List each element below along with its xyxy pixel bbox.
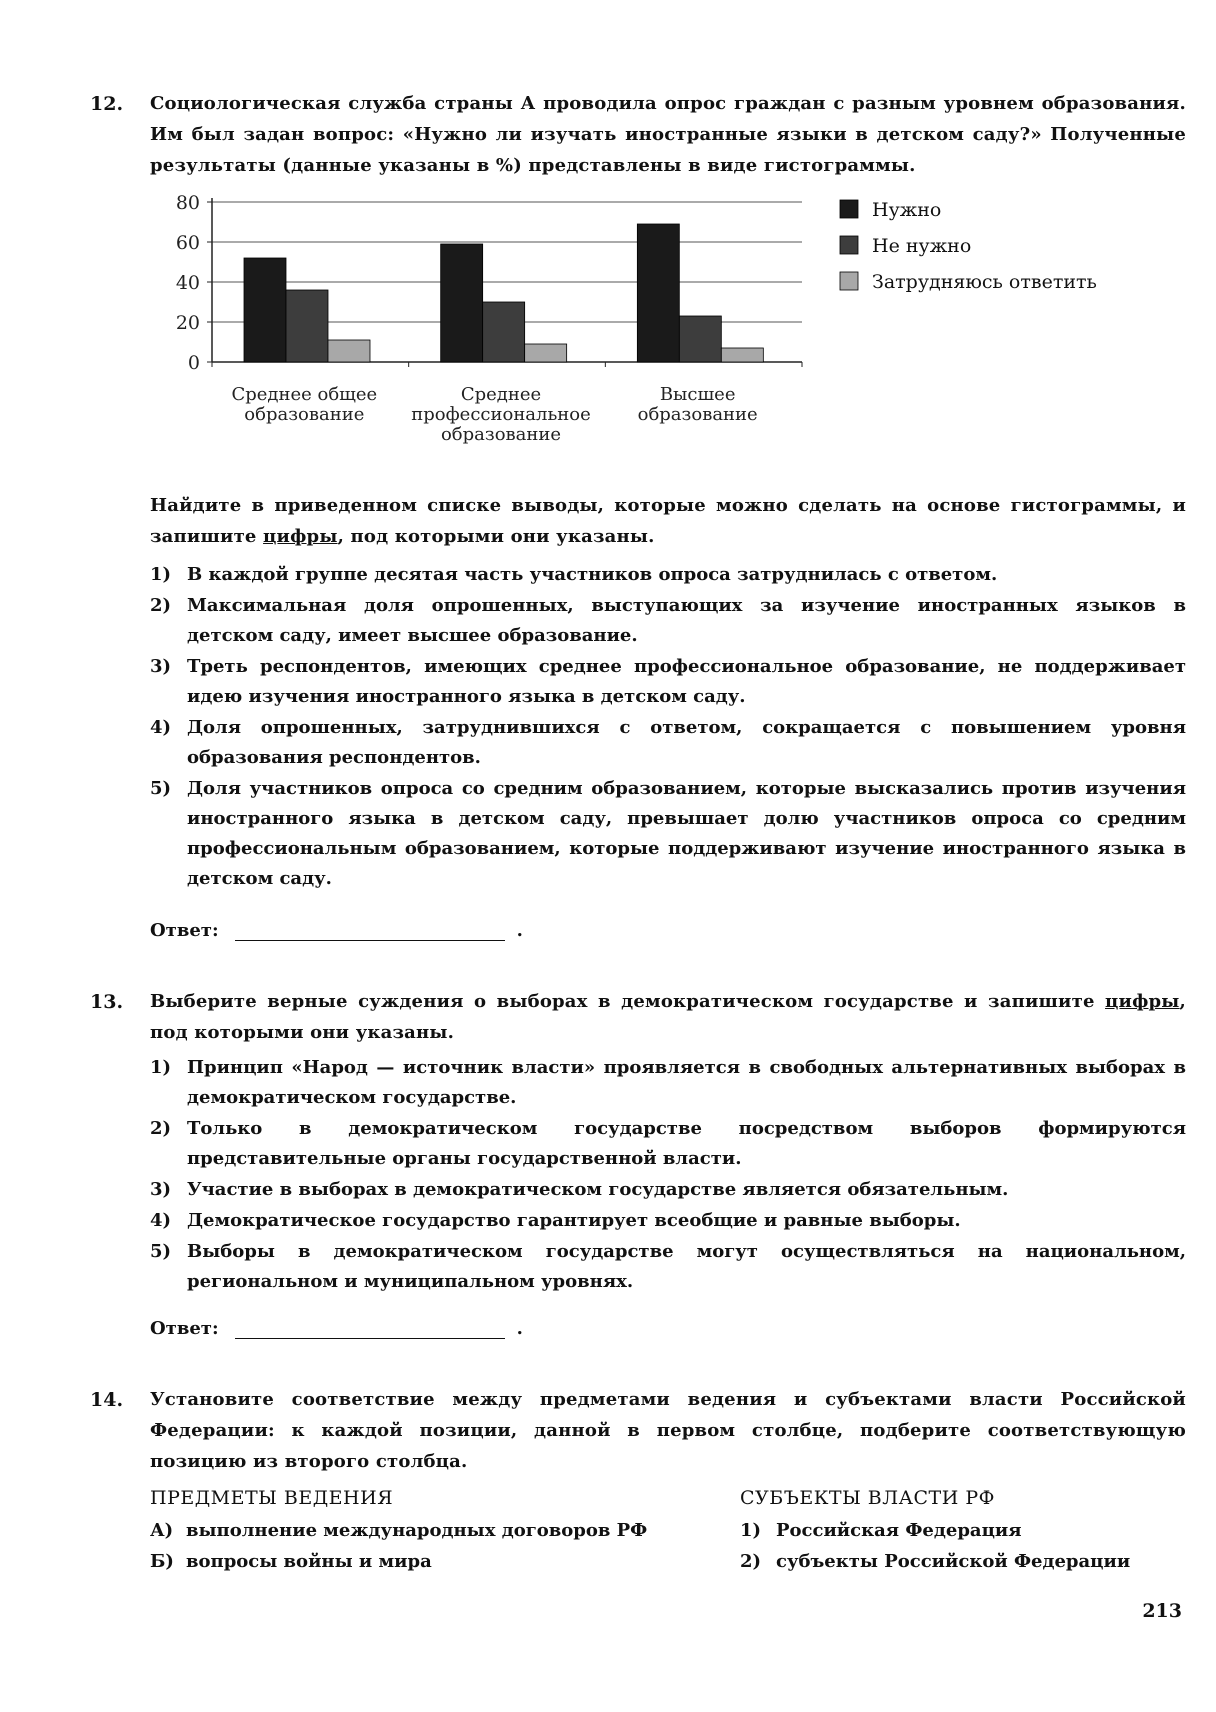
question-13-intro (150, 986, 1186, 1048)
legend-label: Затрудняюсь ответить (872, 271, 1097, 293)
option-item (150, 1206, 1186, 1236)
bar-Затрудняюсь ответить (525, 344, 567, 362)
option-text: Выборы в демократическом государстве могут осуществляться на национальном, региональном и муниципальном уровнях. (187, 1241, 1186, 1292)
item-num: 2) (740, 1551, 762, 1572)
option-number: 3) (150, 1179, 172, 1200)
question-12-number: 12. (90, 93, 124, 115)
answer-dot: . (516, 920, 523, 941)
bar-Не нужно (679, 316, 721, 362)
q13-intro-digits: цифры (1105, 991, 1180, 1012)
bar-Нужно (441, 244, 483, 362)
option-number: 1) (150, 1057, 172, 1078)
option-item (150, 713, 1186, 773)
answer-label: Ответ: (150, 1318, 219, 1339)
option-text: В каждой группе десятая часть участников опроса затруднилась с ответом. (187, 564, 998, 585)
left-column-heading: ПРЕДМЕТЫ ВЕДЕНИЯ (150, 1487, 394, 1509)
q13-intro-post: , под которыми они указаны. (150, 991, 1186, 1043)
y-tick-label: 0 (187, 352, 200, 374)
y-tick-label: 20 (175, 312, 200, 334)
question-14-number: 14. (90, 1389, 124, 1411)
item-num: А) (150, 1520, 174, 1541)
bar-Затрудняюсь ответить (328, 340, 370, 362)
option-number: 4) (150, 1210, 172, 1231)
task-text-post: , под которыми они указаны. (337, 526, 655, 547)
legend-swatch (840, 200, 858, 218)
question-12-intro: Социологическая служба страны А проводила опрос граждан с разным уровнем образования. Им был задан вопрос: «Нужно ли изучать иностранные языки в детском саду?» Полученные результаты (данные указаны в %) представлены в виде гистограммы. (150, 93, 1186, 176)
legend-label: Нужно (872, 199, 942, 221)
item-text: Российская Федерация (776, 1520, 1022, 1541)
bar-Нужно (244, 258, 286, 362)
y-tick-label: 80 (175, 192, 200, 214)
option-number: 3) (150, 656, 172, 677)
q13-intro-pre: Выберите верные суждения о выборах в демократическом государстве и запишите (150, 991, 1106, 1012)
task-text-pre: Найдите в приведенном списке выводы, которые можно сделать на основе гистограммы, и запишите (150, 495, 1186, 547)
y-tick-label: 40 (175, 272, 200, 294)
item-text: субъекты Российской Федерации (776, 1551, 1131, 1572)
y-tick-label: 60 (175, 232, 200, 254)
item-text: выполнение международных договоров РФ (186, 1520, 648, 1541)
option-text: Демократическое государство гарантирует всеобщие и равные выборы. (187, 1210, 961, 1231)
question-13-options (150, 1053, 1186, 1298)
bar-Нужно (637, 224, 679, 362)
category-label: образование (244, 404, 365, 425)
answer-dot: . (516, 1318, 523, 1339)
option-number: 4) (150, 717, 172, 738)
option-number: 5) (150, 778, 172, 799)
legend-swatch (840, 272, 858, 290)
right-item-1 (740, 1520, 1022, 1541)
answer-label: Ответ: (150, 920, 219, 941)
option-text: Максимальная доля опрошенных, выступающих за изучение иностранных языков в детском саду, имеет высшее образование. (187, 595, 1186, 646)
question-12-options (150, 560, 1186, 895)
item-num: 1) (740, 1520, 762, 1541)
option-item (150, 774, 1186, 894)
legend-label: Не нужно (872, 235, 972, 257)
option-item (150, 1237, 1186, 1297)
option-number: 2) (150, 1118, 172, 1139)
option-item (150, 591, 1186, 651)
question-12-task (150, 490, 1186, 552)
category-label: профессиональное (411, 404, 591, 425)
option-item (150, 1053, 1186, 1113)
answer-line[interactable] (235, 1320, 505, 1339)
option-text: Только в демократическом государстве посредством выборов формируются представительные органы государственной власти. (187, 1118, 1186, 1169)
option-number: 2) (150, 595, 172, 616)
option-item (150, 1175, 1186, 1205)
question-12-answer (150, 920, 523, 941)
right-item-2 (740, 1551, 1130, 1572)
option-text: Доля участников опроса со средним образованием, которые высказались против изучения иностранного языка в детском саду, превышает долю участников опроса со средним профессиональным образованием, которые поддерживают изучение иностранного языка в детском саду. (187, 778, 1186, 889)
item-num: Б) (150, 1551, 174, 1572)
option-item (150, 1114, 1186, 1174)
category-label: Среднее общее (231, 384, 378, 405)
category-label: образование (637, 404, 758, 425)
right-column-heading: СУБЪЕКТЫ ВЛАСТИ РФ (740, 1487, 995, 1509)
task-text-digits: цифры (263, 526, 338, 547)
bar-Не нужно (286, 290, 328, 362)
question-13-number: 13. (90, 991, 124, 1013)
option-text: Треть респондентов, имеющих среднее профессиональное образование, не поддерживает идею изучения иностранного языка в детском саду. (187, 656, 1186, 707)
left-item-a (150, 1520, 647, 1541)
option-text: Доля опрошенных, затруднившихся с ответом, сокращается с повышением уровня образования респондентов. (187, 717, 1186, 768)
answer-line[interactable] (235, 922, 505, 941)
histogram-chart (150, 190, 1110, 470)
bar-Не нужно (483, 302, 525, 362)
page-number: 213 (1142, 1600, 1182, 1622)
item-text: вопросы войны и мира (186, 1551, 432, 1572)
option-number: 5) (150, 1241, 172, 1262)
option-text: Участие в выборах в демократическом государстве является обязательным. (187, 1179, 1009, 1200)
option-text: Принцип «Народ — источник власти» проявляется в свободных альтернативных выборах в демократическом государстве. (187, 1057, 1186, 1108)
option-item (150, 560, 1186, 590)
option-item (150, 652, 1186, 712)
category-label: Среднее (460, 384, 542, 405)
question-14-intro: Установите соответствие между предметами ведения и субъектами власти Российской Федерации: к каждой позиции, данной в первом столбце, подберите соответствующую позицию из второго столбца. (150, 1389, 1186, 1472)
option-number: 1) (150, 564, 172, 585)
question-13-answer (150, 1318, 523, 1339)
left-item-b (150, 1551, 432, 1572)
category-label: образование (440, 424, 562, 445)
bar-Затрудняюсь ответить (721, 348, 763, 362)
legend-swatch (840, 236, 858, 254)
category-label: Высшее (659, 384, 736, 405)
